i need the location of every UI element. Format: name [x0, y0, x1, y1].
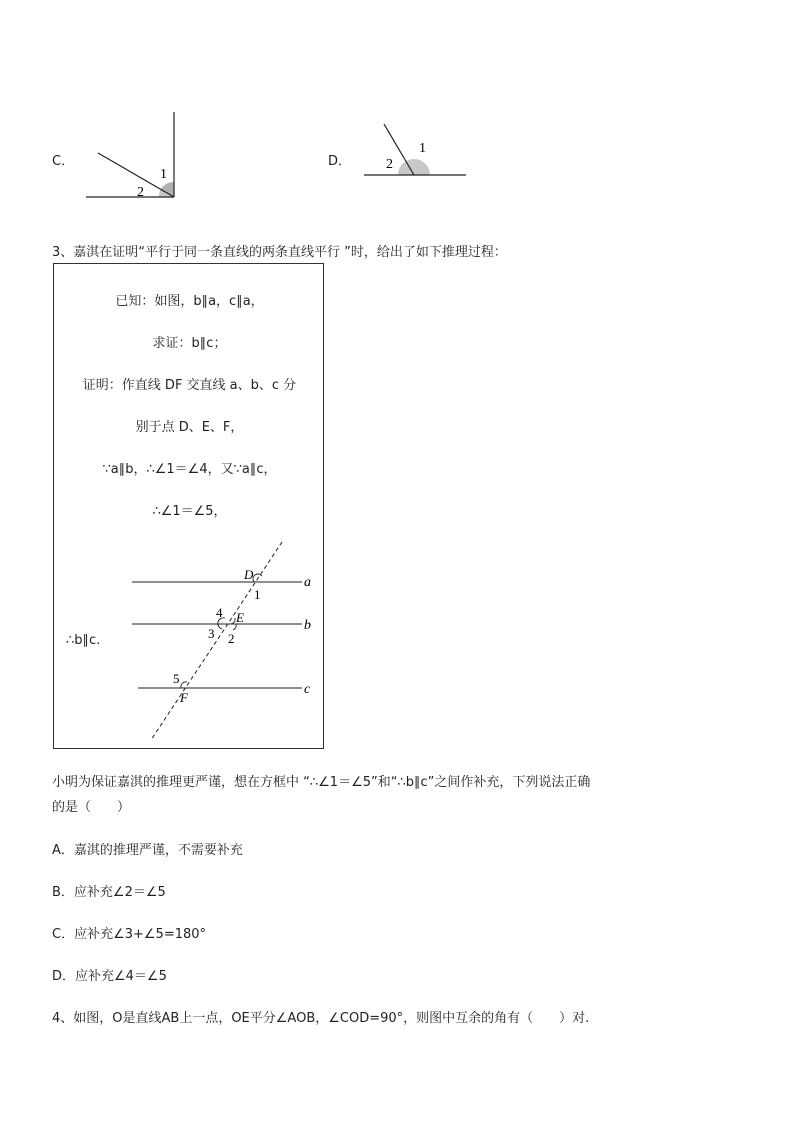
angle2-label: 2	[137, 185, 144, 200]
proof-step-points: 别于点 D、E、F，	[135, 420, 244, 435]
proof-box	[53, 263, 324, 749]
option-d[interactable]: D．应补充∠4＝∠5	[52, 969, 167, 984]
question-3-prompt-line2: 的是（ ）	[52, 800, 131, 815]
option-c-figure	[80, 108, 190, 203]
option-d-label: D．	[328, 154, 352, 169]
label-a: a	[304, 575, 311, 590]
label-b: b	[304, 618, 311, 633]
angle5-arc	[181, 682, 187, 688]
label-2: 2	[228, 631, 235, 646]
label-e: E	[236, 610, 244, 625]
proof-step-angle15: ∴∠1＝∠5，	[152, 504, 227, 519]
label-3: 3	[208, 626, 215, 641]
label-4: 4	[216, 605, 223, 620]
parallel-lines-figure	[124, 536, 319, 746]
option-b[interactable]: B．应补充∠2＝∠5	[52, 885, 166, 900]
proof-given: 已知：如图，b∥a，c∥a，	[115, 294, 264, 309]
label-c: c	[304, 682, 311, 697]
option-a[interactable]: A．嘉淇的推理严谨，不需要补充	[52, 843, 243, 858]
label-d: D	[244, 567, 254, 582]
proof-step-angle14: ∵a∥b，∴∠1＝∠4，又∵a∥c，	[102, 462, 277, 477]
proof-step-construct: 证明：作直线 DF 交直线 a、b、c 分	[82, 378, 297, 393]
angle1-label: 1	[419, 141, 426, 156]
transversal-df	[151, 542, 282, 740]
option-c-label: C．	[52, 154, 75, 169]
label-f: F	[180, 690, 188, 705]
proof-conclusion: ∴b∥c.	[66, 633, 101, 648]
angle1-arc	[253, 574, 262, 582]
option-c[interactable]: C．应补充∠3+∠5=180°	[52, 927, 207, 942]
angle1-label: 1	[160, 167, 167, 182]
label-5: 5	[173, 671, 180, 686]
question-4-stem: 4、如图，O是直线AB上一点，OE平分∠AOB，∠COD=90°，则图中互余的角有（ ）对.	[52, 1011, 590, 1026]
angle-shade	[398, 159, 430, 175]
option-d-figure	[360, 118, 470, 180]
question-3-prompt-line1: 小明为保证嘉淇的推理更严谨，想在方框中 “∴∠1＝∠5”和“∴b∥c”之间作补充，下列说法正确	[52, 775, 591, 790]
angle2-label: 2	[386, 157, 393, 172]
proof-to-prove: 求证：b∥c；	[152, 336, 227, 351]
label-1: 1	[254, 587, 261, 602]
question-3-stem: 3、嘉淇在证明“平行于同一条直线的两条直线平行 ”时，给出了如下推理过程：	[52, 245, 507, 260]
